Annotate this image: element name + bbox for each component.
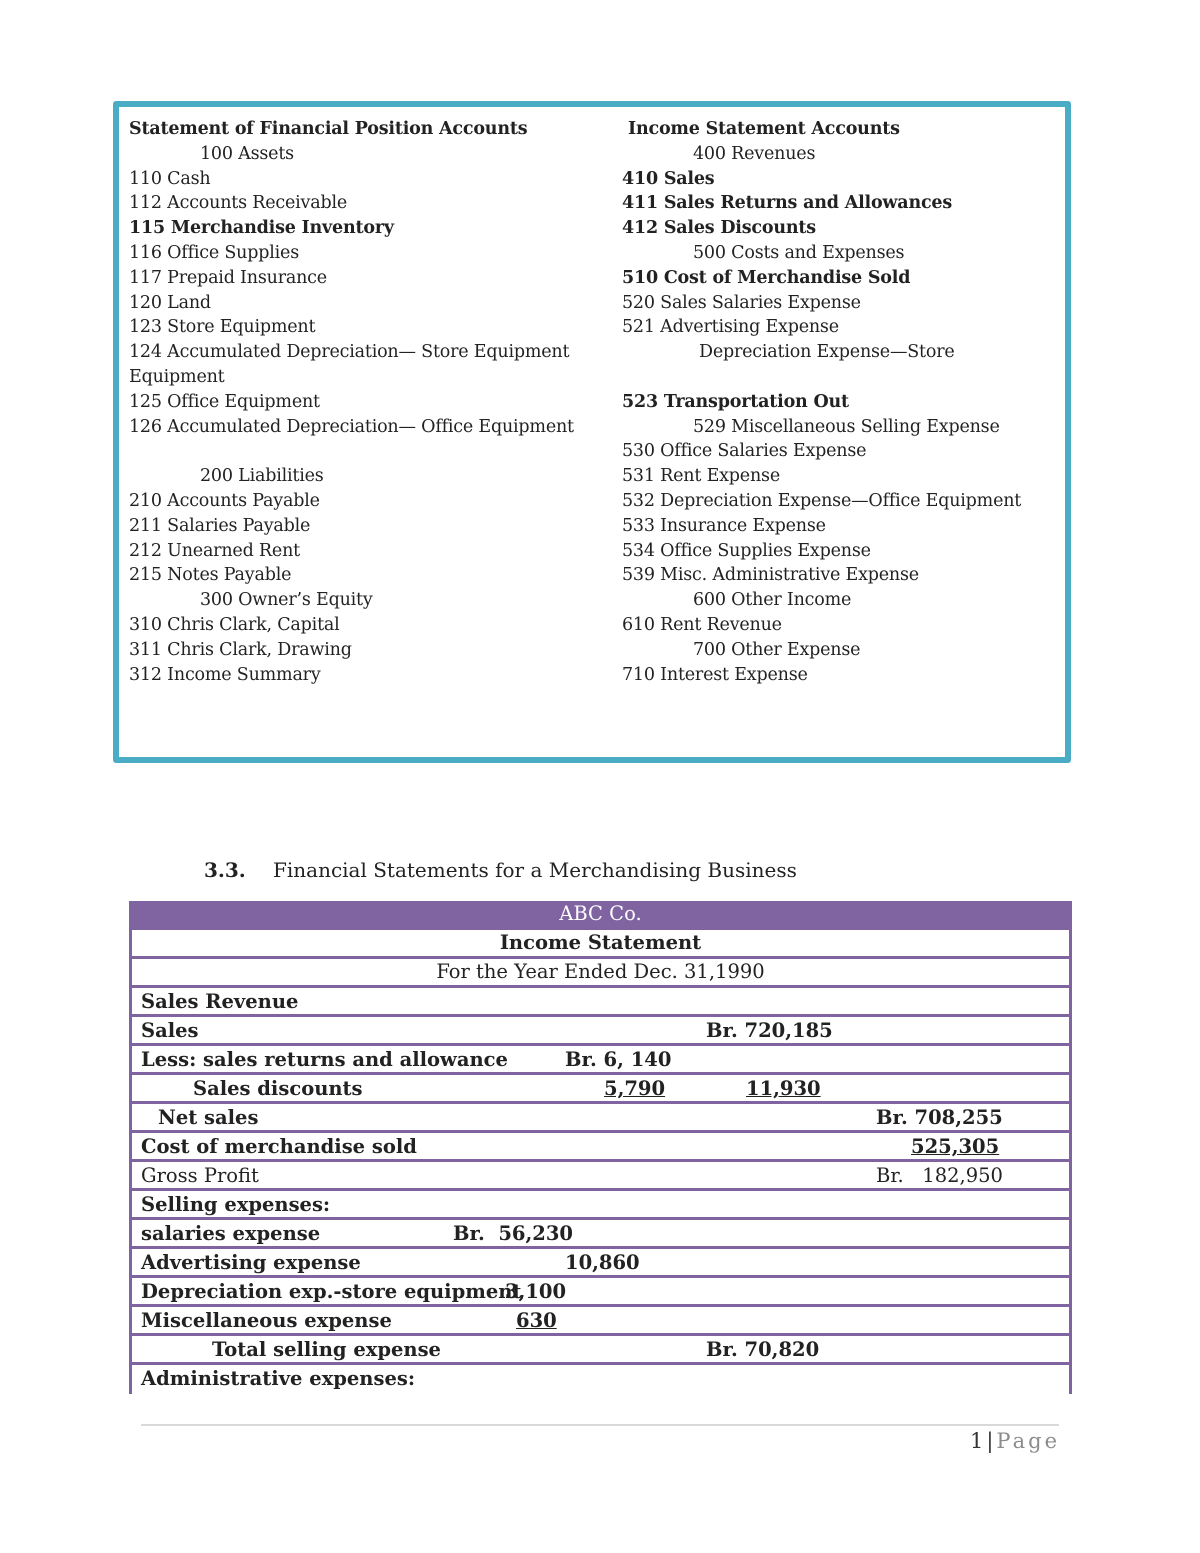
table-row (132, 1249, 1069, 1278)
row-amount: Br. 56,230 (453, 1222, 573, 1245)
table-row (132, 1162, 1069, 1191)
income-statement-accounts (622, 117, 1062, 687)
account-line: 312 Income Summary (129, 664, 321, 685)
financial-position-accounts (129, 117, 599, 687)
row-label: Sales Revenue (141, 990, 299, 1013)
account-line: 520 Sales Salaries Expense (622, 292, 861, 313)
account-line: 311 Chris Clark, Drawing (129, 639, 352, 660)
account-line: 110 Cash (129, 168, 211, 189)
account-line: 523 Transportation Out (622, 391, 849, 412)
account-line: 600 Other Income (693, 590, 852, 611)
row-amount: 10,860 (565, 1251, 640, 1274)
table-row (132, 1104, 1069, 1133)
statement-period: For the Year Ended Dec. 31,1990 (436, 960, 765, 983)
account-line: 210 Accounts Payable (129, 490, 320, 511)
statement-period-row (132, 959, 1069, 988)
account-line: 510 Cost of Merchandise Sold (622, 267, 911, 288)
page-footer (970, 1429, 1060, 1453)
income-statement-table (129, 901, 1072, 1394)
income-statement-accounts-title: Income Statement Accounts (628, 119, 900, 139)
row-label: Net sales (158, 1106, 259, 1129)
company-name-row (132, 901, 1069, 930)
table-row (132, 1220, 1069, 1249)
account-line: 533 Insurance Expense (622, 515, 826, 536)
account-line: 610 Rent Revenue (622, 614, 782, 635)
account-line: 212 Unearned Rent (129, 540, 300, 561)
page-word: Page (996, 1429, 1060, 1453)
table-row (132, 1017, 1069, 1046)
row-label: Cost of merchandise sold (141, 1135, 417, 1158)
row-label: Selling expenses: (141, 1193, 331, 1216)
financial-position-title: Statement of Financial Position Accounts (129, 119, 528, 139)
account-line: 120 Land (129, 292, 211, 313)
blank-line (129, 439, 599, 464)
account-line: 532 Depreciation Expense—Office Equipment (622, 490, 1022, 511)
row-label: salaries expense (141, 1222, 321, 1245)
account-line: 531 Rent Expense (622, 466, 780, 487)
table-row (132, 1075, 1069, 1104)
row-amount: Br. 70,820 (706, 1338, 820, 1361)
account-line: 112 Accounts Receivable (129, 193, 348, 214)
row-label: Gross Profit (141, 1164, 259, 1187)
account-line: 534 Office Supplies Expense (622, 540, 871, 561)
page-separator: | (986, 1429, 994, 1453)
row-amount: Br. 708,255 (876, 1106, 1003, 1129)
account-line: 400 Revenues (693, 143, 816, 164)
row-label: Less: sales returns and allowance (141, 1048, 508, 1071)
account-line: 125 Office Equipment (129, 391, 320, 412)
section-title: Financial Statements for a Merchandising Business (273, 858, 797, 882)
account-line: 100 Assets (200, 143, 294, 164)
table-row (132, 1278, 1069, 1307)
row-label: Sales discounts (193, 1077, 363, 1100)
section-number: 3.3. (204, 858, 246, 882)
row-label: Miscellaneous expense (141, 1309, 392, 1332)
account-line: Depreciation Expense—Store (699, 342, 955, 363)
account-line: 521 Advertising Expense (622, 317, 839, 338)
account-line: 200 Liabilities (200, 466, 324, 487)
company-name: ABC Co. (559, 902, 642, 925)
account-line: 124 Accumulated Depreciation— Store Equipment Equipment (129, 342, 570, 387)
table-row (132, 1191, 1069, 1220)
table-row (132, 1307, 1069, 1336)
chart-of-accounts-box (113, 101, 1071, 763)
row-label: Advertising expense (141, 1251, 361, 1274)
row-label: Administrative expenses: (141, 1367, 416, 1390)
row-label: Sales (141, 1019, 199, 1042)
row-label: Depreciation exp.-store equipment (141, 1280, 522, 1303)
page-number: 1 (969, 1429, 984, 1453)
account-line: 117 Prepaid Insurance (129, 267, 327, 288)
statement-title: Income Statement (499, 931, 702, 954)
table-row (132, 1046, 1069, 1075)
blank-line (622, 365, 1062, 390)
account-line: 123 Store Equipment (129, 317, 316, 338)
account-line: 539 Misc. Administrative Expense (622, 565, 919, 586)
account-line: 115 Merchandise Inventory (129, 218, 394, 239)
table-row (132, 1336, 1069, 1365)
statement-title-row (132, 930, 1069, 959)
account-line: 310 Chris Clark, Capital (129, 614, 340, 635)
account-line: 410 Sales (622, 168, 715, 189)
account-line: 116 Office Supplies (129, 242, 299, 263)
row-label: Total selling expense (212, 1338, 441, 1361)
row-total: 11,930 (746, 1077, 821, 1100)
account-line: 211 Salaries Payable (129, 515, 311, 536)
account-line: 412 Sales Discounts (622, 218, 816, 239)
row-amount: 630 (516, 1309, 557, 1332)
account-line: 529 Miscellaneous Selling Expense (693, 416, 1000, 437)
section-heading (204, 858, 797, 882)
account-line: 500 Costs and Expenses (693, 242, 905, 263)
account-line: 411 Sales Returns and Allowances (622, 193, 953, 214)
row-amount: 525,305 (911, 1135, 1000, 1158)
account-line: 300 Owner’s Equity (200, 590, 373, 611)
row-amount: Br. 720,185 (706, 1019, 833, 1042)
account-line: 530 Office Salaries Expense (622, 441, 867, 462)
account-line: 700 Other Expense (693, 639, 861, 660)
table-row (132, 988, 1069, 1017)
row-amount: 5,790 (604, 1077, 666, 1100)
row-amount: Br. 182,950 (876, 1164, 1003, 1187)
footer-divider (141, 1424, 1059, 1426)
account-line: 710 Interest Expense (622, 664, 808, 685)
table-row (132, 1133, 1069, 1162)
row-amount: Br. 6, 140 (565, 1048, 672, 1071)
table-row (132, 1365, 1069, 1394)
row-amount: 3,100 (505, 1280, 567, 1303)
account-line: 215 Notes Payable (129, 565, 292, 586)
account-line: 126 Accumulated Depreciation— Office Equipment (129, 416, 574, 437)
